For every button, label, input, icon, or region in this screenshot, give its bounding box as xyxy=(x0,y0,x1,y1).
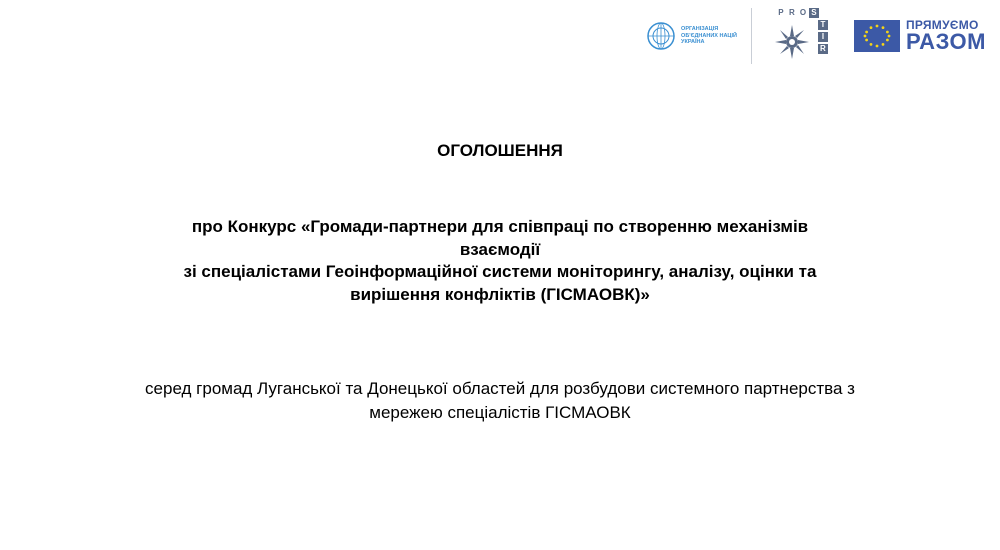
subtitle-line: про Конкурс «Громади-партнери для співпраці по створенню механізмів xyxy=(191,217,809,236)
un-name-line: УКРАЇНА xyxy=(681,39,705,46)
prostir-top-letters xyxy=(776,8,819,18)
prostir-mark xyxy=(770,8,830,64)
eu-program-line1: ПРЯМУЄМО xyxy=(905,18,979,32)
prostir-logo xyxy=(770,8,830,64)
body-line: мережею спеціалістів ГІСМАОВК xyxy=(369,403,631,422)
announcement-title: ОГОЛОШЕННЯ xyxy=(437,141,563,160)
un-name-line: ОРГАНІЗАЦІЯ xyxy=(681,26,719,33)
prostir-letter: O xyxy=(799,8,807,17)
prostir-star-icon xyxy=(774,24,810,60)
eu-flag-icon xyxy=(854,20,900,52)
prostir-letter: R xyxy=(789,8,795,17)
announcement-body xyxy=(20,377,980,425)
un-name xyxy=(681,26,737,46)
prostir-letter: P xyxy=(778,8,784,17)
eu-program-name xyxy=(906,19,986,53)
eu-program-line2: РАЗОМ xyxy=(905,29,986,54)
prostir-letter: S xyxy=(809,8,819,18)
un-logo xyxy=(646,21,737,51)
prostir-letter: T xyxy=(818,20,828,30)
prostir-side-letters xyxy=(818,20,828,54)
subtitle-line: зі спеціалістами Геоінформаційної системи моніторингу, аналізу, оцінки та xyxy=(183,262,817,281)
logo-bar xyxy=(646,8,986,64)
body-line: серед громад Луганської та Донецької областей для розбудови системного партнерства з xyxy=(145,379,855,398)
subtitle-line: вирішення конфліктів (ГІСМАОВК)» xyxy=(350,284,650,304)
announcement-subtitle xyxy=(40,216,960,306)
eu-program-logo xyxy=(854,19,986,53)
prostir-letter: R xyxy=(818,44,828,54)
logo-divider xyxy=(751,8,752,64)
un-emblem-icon xyxy=(646,21,676,51)
prostir-letter: I xyxy=(818,32,828,42)
subtitle-line: взаємодії xyxy=(459,239,541,259)
un-name-line: ОБ'ЄДНАНИХ НАЦІЙ xyxy=(681,32,737,39)
